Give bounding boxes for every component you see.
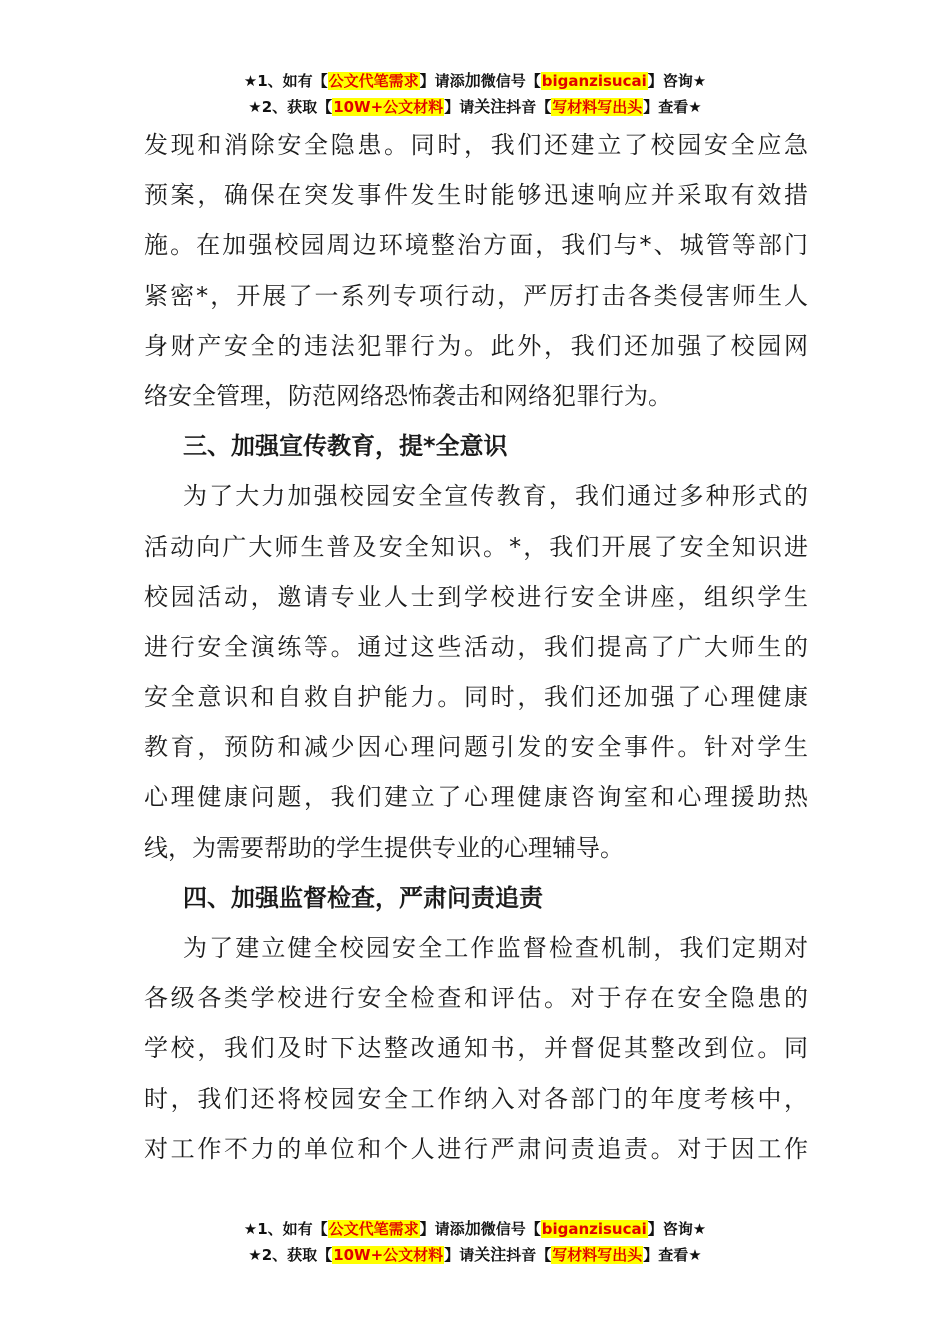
body-line: 紧密*，开展了一系列专项行动，严厉打击各类侵害师生人 [144, 281, 808, 310]
banner-line-1 [0, 68, 950, 94]
banner-line-1 [0, 1216, 950, 1242]
body-line: 为了大力加强校园安全宣传教育，我们通过多种形式的 [183, 482, 808, 511]
banner-text: 】咨询★ [647, 1220, 707, 1238]
banner-text: ★1、如有【 [243, 72, 328, 90]
banner-text: 】请添 [419, 1220, 465, 1238]
banner-text: ★2、获取【 [248, 1246, 333, 1264]
highlight-douyin-account: 写材料写出头 [552, 1246, 643, 1264]
banner-text: 】咨询★ [647, 72, 707, 90]
body-line: 络安全管理，防范网络恐怖袭击和网络犯罪行为。 [144, 381, 672, 410]
banner-text: 加 [464, 71, 481, 90]
banner-text: ★2、获取【 [248, 98, 333, 116]
body-line: 线，为需要帮助的学生提供专业的心理辅导。 [144, 833, 624, 862]
body-line: 发现和消除安全隐患。同时，我们还建立了校园安全应急 [144, 131, 808, 159]
banner-text: 抖音【 [506, 1246, 552, 1264]
body-line: 身财产安全的违法犯罪行为。此外，我们还加强了校园网 [144, 331, 808, 360]
banner-line-2 [0, 94, 950, 120]
highlight-materials: 10W+公文材料 [333, 98, 444, 116]
body-line: 进行安全演练等。通过这些活动，我们提高了广大师生的 [144, 632, 808, 661]
document-body [144, 120, 808, 1174]
banner-text: 】请 [444, 98, 475, 116]
banner-line-2 [0, 1242, 950, 1268]
body-line: 时，我们还将校园安全工作纳入对各部门的年度考核中， [144, 1084, 808, 1113]
body-line: 学校，我们及时下达整改通知书，并督促其整改到位。同 [144, 1034, 808, 1063]
banner-text: 关注 [474, 1245, 507, 1264]
body-line: 为了建立健全校园安全工作监督检查机制，我们定期对 [183, 934, 808, 962]
section-heading-3: 三、加强宣传教育，提*全意识 [183, 432, 508, 461]
banner-text: 】查看★ [643, 98, 702, 116]
highlight-service: 公文代笔需求 [328, 1220, 419, 1238]
header-banner [0, 68, 950, 120]
body-line: 活动向广大师生普及安全知识。*，我们开展了安全知识进 [144, 532, 808, 561]
highlight-service: 公文代笔需求 [328, 72, 419, 90]
banner-text: 】请添 [419, 72, 465, 90]
highlight-materials: 10W+公文材料 [333, 1246, 444, 1264]
highlight-douyin-account: 写材料写出头 [552, 98, 643, 116]
banner-text: 关注 [474, 97, 507, 116]
banner-text: 】查看★ [643, 1246, 702, 1264]
banner-text: 微信号【 [480, 72, 541, 90]
banner-text: ★1、如有【 [243, 1220, 328, 1238]
body-line: 对工作不力的单位和个人进行严肃问责追责。对于因工作 [144, 1134, 808, 1163]
body-line: 校园活动，邀请专业人士到学校进行安全讲座，组织学生 [144, 582, 808, 611]
banner-text: 微信号【 [480, 1220, 541, 1238]
banner-text: 抖音【 [506, 98, 552, 116]
highlight-wechat-id: biganzisucai [541, 1220, 647, 1238]
banner-text: 】请 [444, 1246, 475, 1264]
body-line: 施。在加强校园周边环境整治方面，我们与*、城管等部门 [144, 231, 808, 260]
section-heading-4: 四、加强监督检查，严肃问责追责 [183, 883, 543, 912]
highlight-wechat-id: biganzisucai [541, 72, 647, 90]
body-line: 各级各类学校进行安全检查和评估。对于存在安全隐患的 [144, 984, 808, 1013]
body-line: 预案，确保在突发事件发生时能够迅速响应并采取有效措 [144, 181, 808, 210]
body-line: 教育，预防和减少因心理问题引发的安全事件。针对学生 [144, 733, 808, 762]
footer-banner [0, 1216, 950, 1268]
banner-text: 加 [464, 1219, 481, 1238]
body-line: 安全意识和自救自护能力。同时，我们还加强了心理健康 [144, 683, 808, 712]
body-line: 心理健康问题，我们建立了心理健康咨询室和心理援助热 [144, 783, 808, 812]
